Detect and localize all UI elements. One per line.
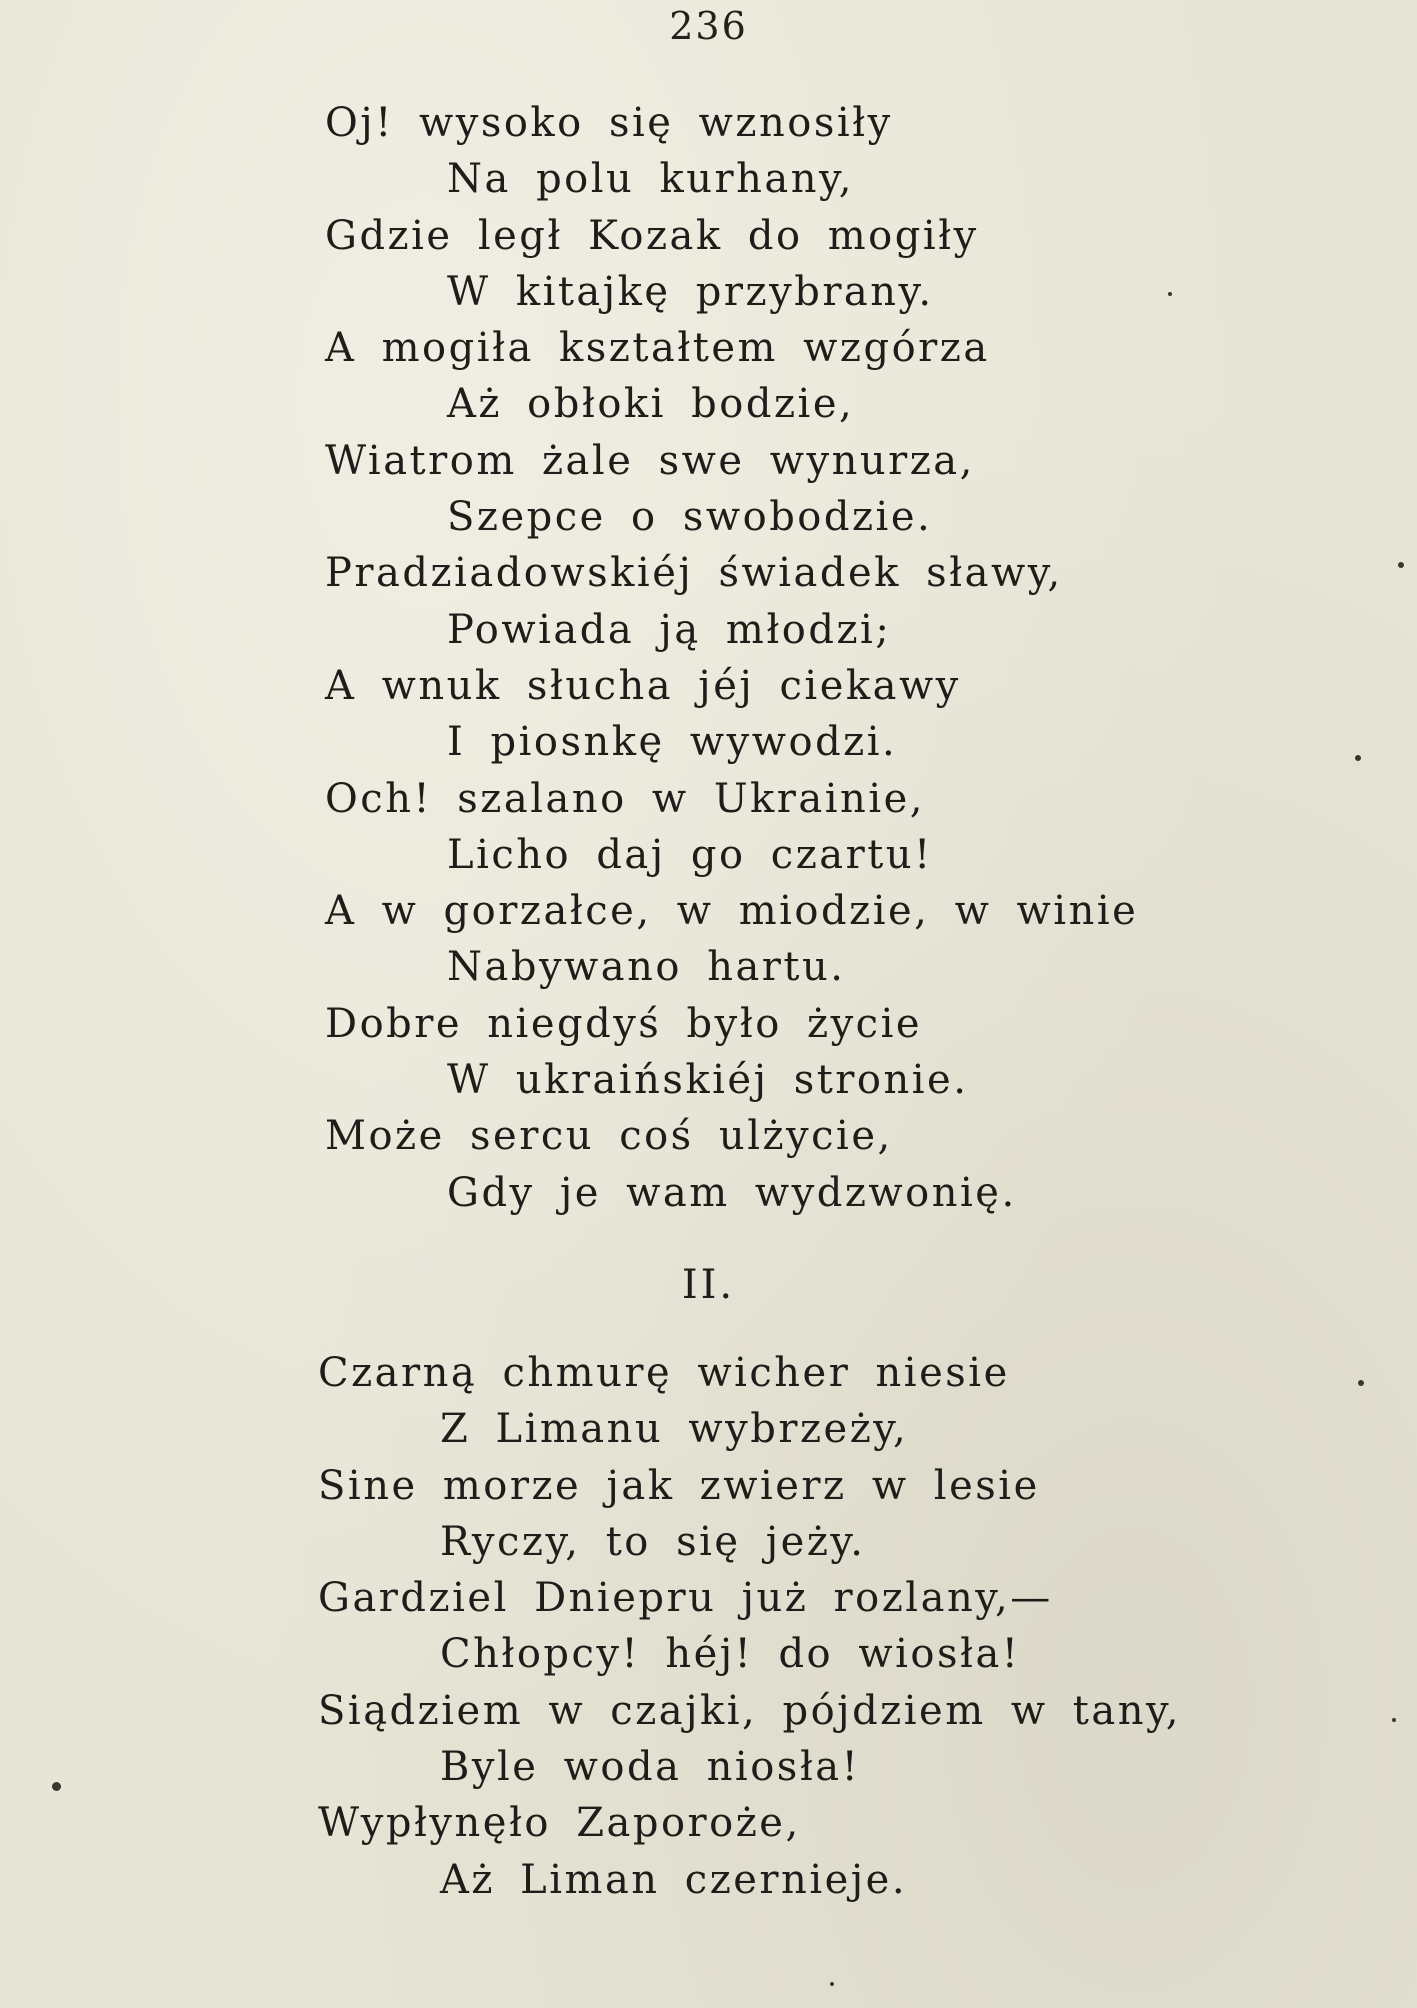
verse-line: Siądziem w czajki, pójdziem w tany,: [318, 1687, 1181, 1734]
verse-line: W ukraińskiéj stronie.: [447, 1057, 969, 1104]
verse-line: Ryczy, to się jeży.: [440, 1518, 866, 1565]
verse-line: Chłopcy! héj! do wiosła!: [440, 1631, 1021, 1678]
verse-line: Czarną chmurę wicher niesie: [318, 1350, 1010, 1396]
verse-line: Aż obłoki bodzie,: [447, 381, 855, 428]
verse-line: Szepce o swobodzie.: [447, 494, 933, 541]
section-heading: II.: [681, 1262, 736, 1308]
verse-line: Gardziel Dniepru już rozlany,—: [318, 1575, 1053, 1622]
paper-speck: [1358, 1380, 1364, 1386]
verse-line: Gdzie legł Kozak do mogiły: [325, 212, 979, 259]
verse-line: Może sercu coś ulżycie,: [325, 1113, 893, 1160]
paper-speck: [1355, 755, 1361, 761]
verse-line: W kitajkę przybrany.: [447, 268, 934, 315]
verse-line: Na polu kurhany,: [447, 156, 855, 203]
paper-speck: [1398, 562, 1404, 568]
verse-line: A w gorzałce, w miodzie, w winie: [325, 888, 1139, 935]
verse-line: Och! szalano w Ukrainie,: [325, 775, 925, 822]
paper-speck: [1168, 292, 1172, 296]
verse-line: Pradziadowskiéj świadek sławy,: [325, 550, 1063, 597]
verse-line: Aż Liman czernieje.: [440, 1856, 908, 1903]
paper-speck: [52, 1782, 61, 1791]
verse-line: Licho daj go czartu!: [447, 831, 933, 878]
verse-line: Byle woda niosła!: [440, 1744, 861, 1791]
verse-line: I piosnkę wywodzi.: [447, 719, 898, 766]
verse-line: Powiada ją młodzi;: [447, 606, 892, 653]
page-number: 236: [669, 4, 748, 48]
verse-line: Wypłynęło Zaporoże,: [318, 1800, 801, 1847]
verse-line: A wnuk słucha jéj ciekawy: [325, 662, 961, 709]
stanza-two: [0, 1345, 1417, 1908]
verse-line: Z Limanu wybrzeży,: [440, 1406, 909, 1453]
verse-line: Gdy je wam wydzwonię.: [447, 1169, 1017, 1216]
verse-line: Wiatrom żale swe wynurza,: [325, 437, 975, 484]
verse-line: A mogiła kształtem wzgórza: [325, 325, 990, 372]
verse-line: Nabywano hartu.: [447, 944, 846, 991]
paper-speck: [1392, 1718, 1396, 1722]
paper-speck: [830, 1982, 834, 1986]
stanza-one: [0, 95, 1417, 1221]
verse-line: Dobre niegdyś było życie: [325, 1000, 923, 1047]
verse-line: Sine morze jak zwierz w lesie: [318, 1462, 1040, 1509]
verse-line: Oj! wysoko się wznosiły: [325, 100, 893, 146]
